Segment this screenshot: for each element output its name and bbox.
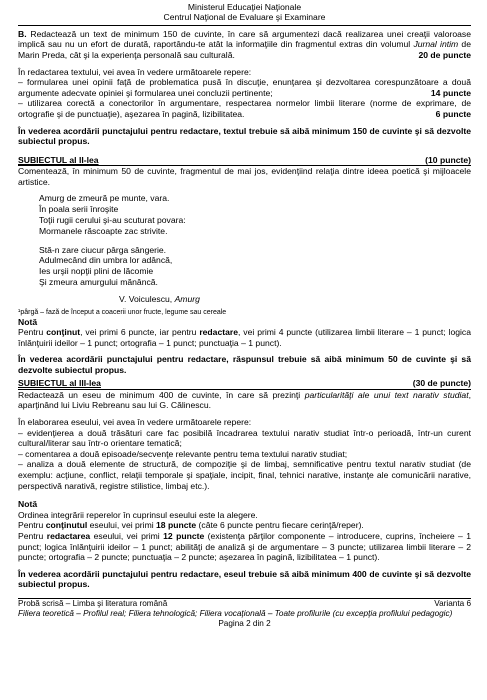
subiect-3-header	[18, 378, 471, 389]
header-divider	[18, 25, 471, 26]
poem-line: Ies urşii nopţii plini de lăcomie	[39, 266, 154, 277]
subiect-2-points: (10 puncte)	[425, 154, 471, 165]
subiect-3-title: SUBIECTUL al III-lea	[18, 378, 101, 389]
subiect-2-nota: Pentru conţinut, vei primi 6 puncte, iar pentru redactare, vei primi 4 puncte (utilizarea limbii literare – 1 punct; logica înlănţuirii ideilor – 1 punct; ortografia – 1 punct; punctuaţia – 1 punct).	[18, 327, 472, 348]
subiect-2-note: În vederea acordării punctajului pentru redactare, răspunsul trebuie să aibă minimum 50 de cuvinte şi să dezvolte subiectul propus.	[18, 354, 471, 375]
subiect-3-intro: În elaborarea eseului, vei avea în vedere următoarele repere:	[18, 417, 252, 428]
poem-author: V. Voiculescu, Amurg	[119, 293, 200, 304]
subiect-2-task: Comentează, în minimum 50 de cuvinte, fragmentul de mai jos, evidenţiind relaţia dintre ideea poetică şi mijloacele artistice.	[18, 166, 471, 187]
page-footer	[18, 599, 471, 628]
subiect-3-item-2: – comentarea a două episoade/secvenţe relevante pentru tema textului narativ studiat;	[18, 448, 348, 459]
subiect-2	[18, 155, 471, 376]
section-b-item-2: – utilizarea corectă a conectorilor în argumentare, respectarea normelor limbii literare (norme de exprimare, de ortografie şi de punctuaţie), aşezarea în pagină, lizibilitatea. 6 puncte	[18, 98, 471, 119]
subiect-3-continut: Pentru conţinutul eseului, vei primi 18 puncte (câte 6 puncte pentru fiecare cerinţă/reper).	[18, 520, 364, 531]
footer-filiera: Filiera teoretică – Profilul real; Filiera tehnologică; Filiera vocaţională – Toate profilurile (cu excepţia profilului pedagogic)	[18, 608, 453, 618]
subiect-2-nota-label: Notă	[18, 316, 38, 327]
poem-line: În poala serii înroşite	[39, 204, 119, 215]
page-header	[18, 0, 471, 23]
section-b-item-1: – formularea unei opinii faţă de problematica pusă în discuţie, enunţarea şi dezvoltarea corespunzătoare a două argumente adecvate opiniei şi formularea unei concluzii pertinente; 14 puncte	[18, 77, 471, 98]
section-b-task: B. Redactează un text de minimum 150 de cuvinte, în care să argumentezi dacă realizarea unei creaţii valoroase implică sau nu un efort de durată, raportându-te atât la informaţiile din fragmentul extras din volumul Jurnal intim de Marin Preda, cât şi la experienţa personală sau culturală. 20 de puncte	[18, 28, 471, 60]
poem-line: Şi zmeura amurgului mănâncă.	[39, 276, 158, 287]
poem	[18, 193, 471, 304]
page-number: Pagina 2 din 2	[218, 618, 271, 628]
footnote: ¹pârgă – fază de început a coacerii unor fructe, legume sau cereale	[18, 308, 227, 316]
poem-line: Toţii rugii cerului şi-au scuturat povara:	[39, 214, 186, 225]
work-title: Jurnal intim	[413, 39, 459, 50]
poem-line: Mormanele răscoapte zac strivite.	[39, 225, 168, 236]
footer-exam-name: Probă scrisă – Limba şi literatura română	[18, 598, 168, 608]
section-b-points: 20 de puncte	[418, 50, 471, 60]
subiect-3-item-3: – analiza a două elemente de structură, de compoziţie şi de limbaj, semnificative pentru textul narativ studiat (de exemplu: acţiune, conflict, relaţii temporale şi spaţiale, incipit, final, tehnici narative, instanţe ale comunicării narative, perspectivă narativă, registre stilistice, limbaj etc.).	[18, 459, 471, 491]
subiect-3-order: Ordinea integrării reperelor în cuprinsul eseului este la alegere.	[18, 509, 258, 520]
ministry-name: Ministerul Educaţiei Naţionale	[187, 2, 302, 12]
subiect-3-task: Redactează un eseu de minimum 400 de cuvinte, în care să prezinţi particularităţi ale unui text narativ studiat, aparţinând lui Liviu Rebreanu sau lui G. Călinescu.	[18, 389, 471, 411]
subiect-3-note: În vederea acordării punctajului pentru redactare, eseul trebuie să aibă minimum 400 de cuvinte şi să dezvolte subiectul propus.	[18, 568, 471, 590]
subiect-3-nota-label: Notă	[18, 499, 38, 510]
subiect-3-item-1: – evidenţierea a două trăsături care fac posibilă încadrarea textului narativ studiat într-o perioadă, într-un curent cultural/literar sau într-o orientare tematică;	[18, 427, 471, 449]
center-name: Centrul Naţional de Evaluare şi Examinare	[163, 12, 326, 23]
section-b-item-1-points: 14 puncte	[430, 87, 471, 98]
section-b-item-2-points: 6 puncte	[435, 108, 471, 119]
section-b	[18, 29, 471, 147]
poem-title: Amurg	[174, 293, 200, 304]
footer-variant: Varianta 6	[434, 598, 471, 608]
subiect-2-header	[18, 155, 471, 166]
subiect-3	[18, 378, 471, 590]
section-b-note: În vederea acordării punctajului pentru redactare, textul trebuie să aibă minimum 150 de cuvinte şi să dezvolte subiectul propus.	[18, 125, 471, 147]
subiect-3-points: (30 de puncte)	[412, 378, 471, 389]
poem-line: Adulmecând din umbra lor adâncă,	[39, 255, 173, 266]
poem-line: Stă-n zare ciucur pârga sângerie.	[39, 244, 167, 255]
subiect-3-redactare: Pentru redactarea eseului, vei primi 12 puncte (existenţa părţilor componente – introducere, cuprins, încheiere – 1 punct; logica înlănţuirii ideilor – 1 punct; abilităţi de analiză şi de argumentare – 3 puncte; utilizarea limbii literare – 2 puncte; ortografia – 2 puncte; punctuaţia – 2 puncte; aşezarea în pagină, lizibilitatea – 1 punct).	[18, 531, 471, 563]
section-b-intro: În redactarea textului, vei avea în vedere următoarele repere:	[18, 66, 252, 77]
section-b-label: B.	[18, 28, 27, 39]
poem-line: Amurg de zmeură pe munte, vara.	[39, 193, 170, 204]
subiect-2-title: SUBIECTUL al II-lea	[18, 154, 99, 165]
